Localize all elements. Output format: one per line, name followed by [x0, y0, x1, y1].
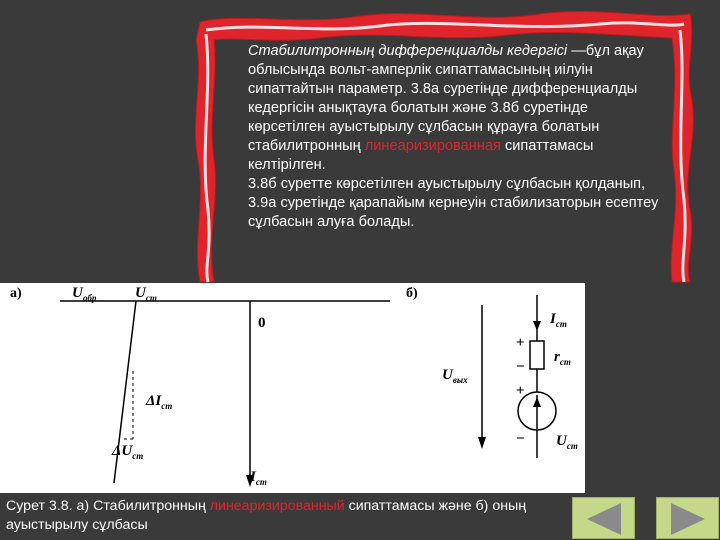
- resistor: [530, 341, 544, 369]
- label-part-b: б): [406, 286, 418, 301]
- current-arrowhead: [533, 321, 541, 331]
- paragraph-1: [248, 42, 668, 175]
- body-text: [248, 42, 668, 232]
- u-vyh-label: $U_{вых}$: [442, 367, 468, 385]
- paragraph-1-text: —бұл ақау облысында вольт-амперлік сипаттамасының иілуін сипаттайтын параметр. 3.8а суретінде дифференциалды кедергісін анықтауға болатын және 3.8б суретінде көрсетілген ауыстырылу сұлбасын құрауға болатын стабилитронның: [248, 43, 644, 154]
- triangle-left-icon: [573, 498, 636, 540]
- caption-end: сипаттамасы және б) оның ауыстырылу сұлбасы: [6, 498, 527, 533]
- next-slide-button[interactable]: [656, 497, 719, 539]
- minus-sign-2: −: [516, 431, 525, 447]
- output-voltage-arrowhead: [478, 437, 486, 449]
- figure-3-8: [0, 283, 585, 493]
- paragraph-2: 3.8б суретте көрсетілген ауыстырылу сұлбасын қолданып, 3.9а суретінде қарапайым кернеуін стабилизаторын есептеу сұлбасын алуға болады.: [248, 176, 659, 230]
- zero-label: 0: [258, 315, 266, 331]
- highlight-word: линеаризированная: [364, 138, 501, 154]
- figure-caption: [6, 497, 546, 534]
- u-obr-label: $U_{обр}$: [72, 285, 97, 303]
- triangle-right-icon: [657, 498, 720, 540]
- i-st-circuit-label: $I_{ст}$: [550, 311, 567, 329]
- previous-slide-button[interactable]: [572, 497, 635, 539]
- caption-highlight: линеаризированный: [209, 498, 345, 514]
- paragraph-1-end: сипаттамасы келтірілген.: [248, 138, 594, 173]
- delta-i-label: $\Delta I_{ст}$: [146, 393, 173, 411]
- caption-start: Сурет 3.8. а) Стабилитронның: [6, 498, 210, 514]
- r-st-label: $r_{ст}$: [554, 349, 571, 367]
- i-st-axis-label: $I_{ст}$: [250, 469, 267, 487]
- delta-u-label: $\Delta U_{ст}$: [112, 443, 144, 461]
- u-st-label: $U_{ст}$: [135, 285, 157, 303]
- plus-sign-2: +: [516, 383, 525, 399]
- term-italic: Стабилитронның дифференциалды кедергісі: [248, 43, 568, 59]
- u-st-source-label: $U_{ст}$: [556, 433, 578, 451]
- minus-sign-1: −: [516, 359, 525, 375]
- plus-sign-1: +: [516, 335, 525, 351]
- figure-drawing: [0, 283, 585, 493]
- label-part-a: а): [10, 286, 22, 301]
